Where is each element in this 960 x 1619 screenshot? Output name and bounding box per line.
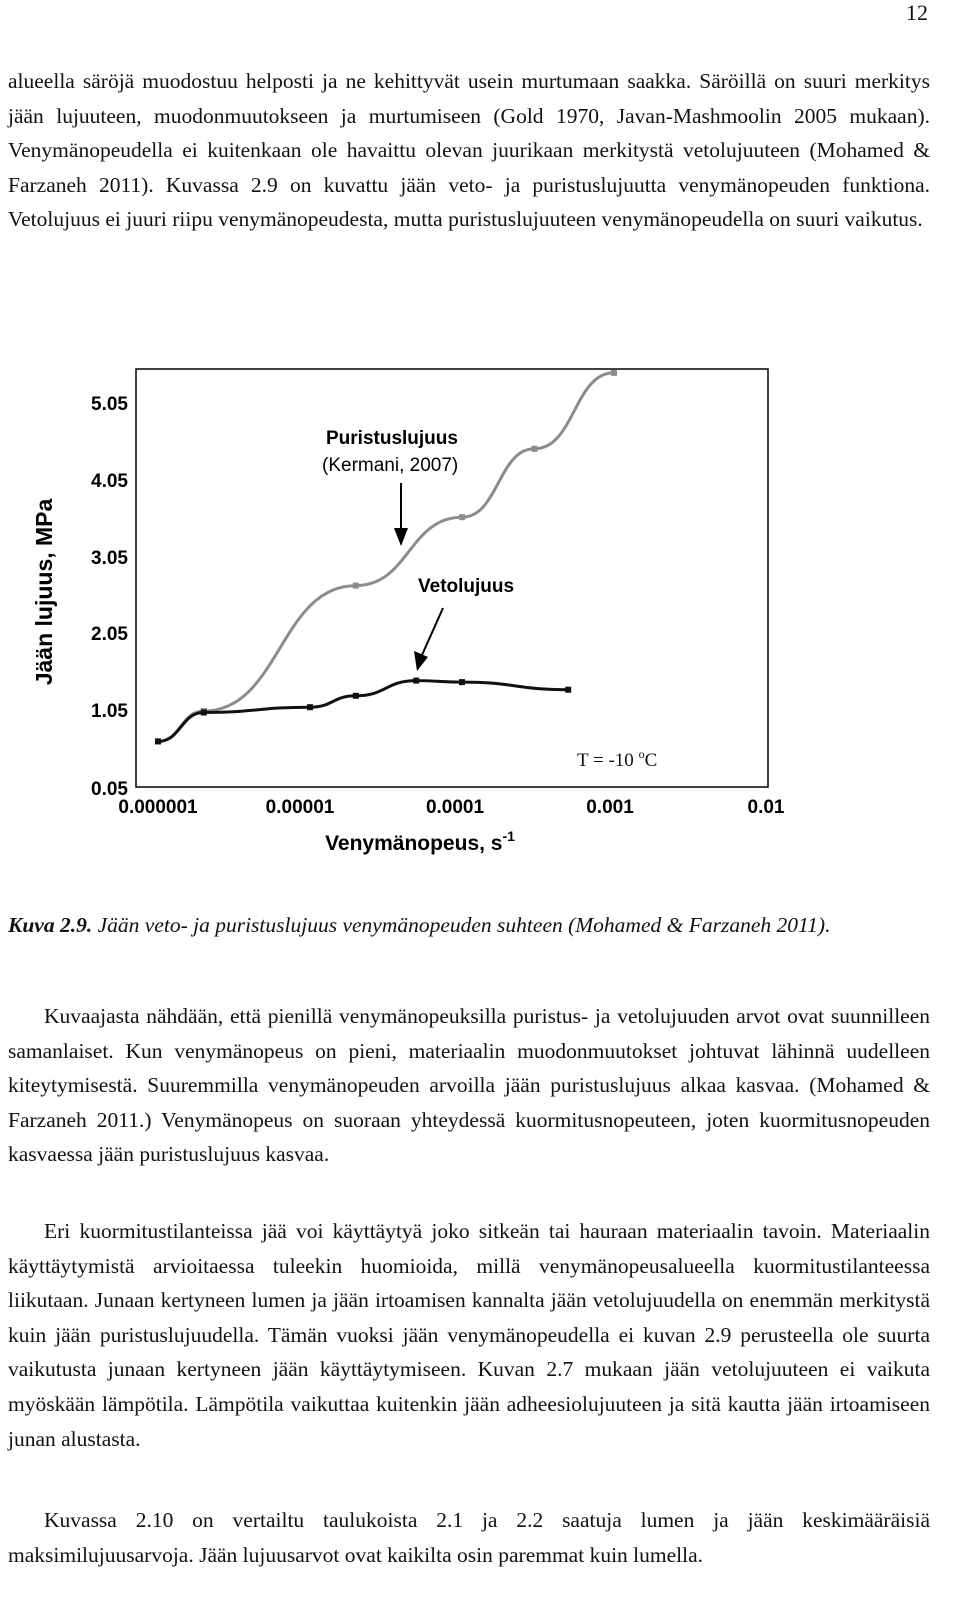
compressive-data-point — [459, 514, 465, 520]
temperature-prefix: T = -10 — [577, 750, 639, 771]
x-axis-title-text: Venymänopeus, s — [325, 832, 503, 855]
y-tick-label: 1.05 — [91, 701, 128, 722]
y-tick-labels — [91, 394, 128, 800]
y-tick-label: 4.05 — [91, 471, 128, 492]
series-layer — [155, 370, 617, 745]
y-tick-label: 5.05 — [91, 394, 128, 415]
x-tick-label: 0.0001 — [425, 797, 485, 818]
compressive-data-point — [611, 370, 617, 376]
page-number: 12 — [906, 0, 928, 25]
tensile-annotation-title: Vetolujuus — [418, 576, 515, 597]
x-tick-label: 0.00001 — [265, 797, 335, 818]
tensile-data-point — [353, 693, 359, 699]
tensile-data-point — [201, 710, 207, 716]
paragraph-intro: alueella säröjä muodostuu helposti ja ne kehittyvät usein murtumaan saakka. Säröillä on suuri merkitys jään lujuuteen, muodonmuutokseen ja murtumiseen (Gold 1970, Javan-Mashmoolin 2005 mukaan). Venymänopeudella ei kuitenkaan ole havaittu olevan juurikaan merkitystä vetolujuuteen (Mohamed & Farzaneh 2011). Kuvassa 2.9 on kuvattu jään veto- ja puristuslujuutta venymänopeuden funktiona. Vetolujuus ei juuri riipu venymänopeudesta, mutta puristuslujuuteen venymänopeudella on suuri vaikutus. — [8, 69, 930, 232]
compressive-data-point — [532, 446, 538, 452]
figure-caption — [8, 910, 930, 941]
x-tick-label: 0.01 — [747, 797, 785, 818]
tensile-data-point — [155, 738, 161, 744]
compressive-annotation-source: (Kermani, 2007) — [322, 455, 459, 476]
compressive-annotation-title: Puristuslujuus — [326, 428, 458, 449]
temperature-label — [577, 747, 657, 771]
x-axis-title — [325, 828, 515, 855]
compressive-data-point — [353, 583, 359, 589]
strength-vs-strain-rate-chart — [0, 340, 960, 900]
x-tick-label: 0.000001 — [118, 797, 198, 818]
paragraph-comparison: Kuvassa 2.10 on vertailtu taulukoista 2.1 ja 2.2 saatuja lumen ja jään keskimääräisiä maksimilujuusarvoja. Jään lujuusarvot ovat kaikilta osin paremmat kuin lumella. — [8, 1508, 930, 1567]
temperature-unit: C — [644, 750, 658, 771]
y-axis-title: Jään lujuus, MPa — [31, 498, 57, 686]
tensile-data-point — [459, 679, 465, 685]
tensile-arrow — [414, 608, 443, 671]
y-tick-label: 0.05 — [91, 779, 128, 800]
paragraph-analysis: Kuvaajasta nähdään, että pienillä venymänopeuksilla puristus- ja vetolujuuden arvot ovat suunnilleen samanlaiset. Kun venymänopeus on pieni, materiaalin muodonmuutokset johtuvat lähinnä uudelleen kiteytymisestä. Suuremmilla venymänopeuden arvoilla jään puristuslujuus alkaa kasvaa. (Mohamed & Farzaneh 2011.) Venymänopeus on suoraan yhteydessä kuormitusnopeuteen, joten kuormitusnopeuden kasvaessa jään puristuslujuus kasvaa. — [8, 1004, 930, 1167]
caption-text: Jään veto- ja puristuslujuus venymänopeuden suhteen (Mohamed & Farzaneh 2011). — [92, 913, 831, 937]
tensile-data-point — [307, 704, 313, 710]
compressive-arrow — [394, 483, 408, 546]
temperature-degree: o — [638, 747, 645, 761]
tensile-strength-line — [158, 681, 568, 742]
x-tick-label: 0.001 — [586, 797, 634, 818]
y-tick-label: 3.05 — [91, 548, 128, 569]
paragraph-loading: Eri kuormitustilanteissa jää voi käyttäytyä joko sitkeän tai hauraan materiaalin tavoin. Materiaalin käyttäytymistä arvioitaessa tuleekin huomioida, millä venymänopeusalueella kuormitustilanteessa liikutaan. Junaan kertyneen lumen ja jään irtoamisen kannalta jään vetolujuudella on enemmän merkitystä kuin jään puristuslujuudella. Tämän vuoksi jään venymänopeudella ei kuvan 2.9 perusteella ole suurta vaikutusta junaan kertyneen jään käyttäytymiseen. Kuvan 2.7 mukaan jään vetolujuuteen ei vaikuta myöskään lämpötila. Lämpötila vaikuttaa kuitenkin jään adheesiolujuuteen ja sitä kautta jään irtoamiseen junan alustasta. — [8, 1219, 930, 1451]
x-axis-title-exponent: -1 — [502, 828, 515, 844]
x-tick-labels — [118, 797, 785, 818]
tensile-data-point — [565, 687, 571, 693]
tensile-data-point — [413, 678, 419, 684]
y-tick-label: 2.05 — [91, 624, 128, 645]
caption-label: Kuva 2.9. — [8, 913, 93, 937]
